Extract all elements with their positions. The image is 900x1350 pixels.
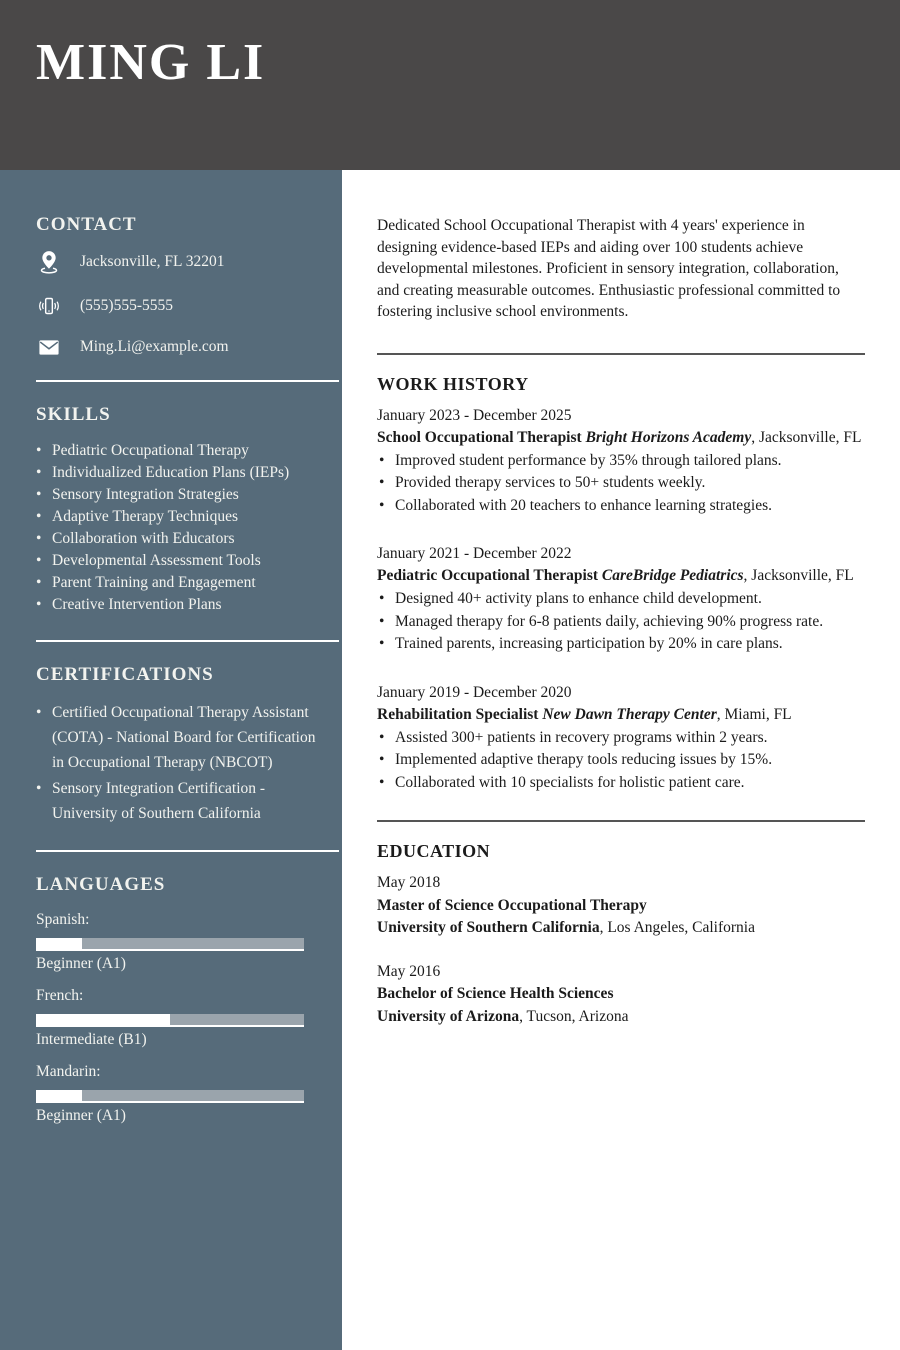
skills-list (36, 440, 316, 616)
education-entry (377, 961, 865, 1029)
education-location: , Los Angeles, California (599, 919, 755, 936)
contact-email-row (38, 338, 312, 356)
language-proficiency-bar (36, 1090, 304, 1103)
job-title: Rehabilitation Specialist (377, 705, 539, 723)
job-title: Pediatric Occupational Therapist (377, 567, 599, 584)
language-level: Beginner (A1) (36, 1107, 126, 1124)
languages-section (0, 874, 342, 1126)
work-history-section (377, 373, 865, 795)
skills-title: SKILLS (36, 404, 111, 425)
job-location: , Jacksonville, FL (751, 428, 862, 446)
education-degree: Master of Science Occupational Therapy (377, 896, 647, 914)
header-band (0, 0, 900, 170)
language-name: Spanish: (36, 911, 90, 928)
language-level: Beginner (A1) (36, 955, 126, 972)
certifications-section (0, 664, 342, 826)
certification-item: • Sensory Integration Certification - University of Southern California (36, 776, 316, 826)
job-location: , Jacksonville, FL (743, 567, 854, 584)
job-heading (377, 427, 865, 449)
skill-item: • Creative Intervention Plans (36, 594, 316, 616)
job-bullet: • Collaborated with 20 teachers to enhance learning strategies. (377, 495, 865, 518)
job-dates: January 2019 - December 2020 (377, 683, 572, 701)
contact-phone-text: (555)555-5555 (80, 297, 173, 314)
job-company: CareBridge Pediatrics (601, 567, 744, 584)
candidate-name: MING LI (36, 34, 266, 91)
language-proficiency-fill (36, 1090, 82, 1101)
contact-title: CONTACT (36, 214, 137, 235)
email-icon (38, 340, 60, 355)
skill-item: • Sensory Integration Strategies (36, 484, 316, 506)
language-name: Mandarin: (36, 1063, 101, 1080)
job-bullet: • Trained parents, increasing participation by 20% in care plans. (377, 633, 865, 656)
job-bullet: • Assisted 300+ patients in recovery programs within 2 years. (377, 727, 865, 750)
skills-section (0, 404, 342, 616)
job-bullet: • Provided therapy services to 50+ students weekly. (377, 472, 865, 495)
contact-location-row (38, 250, 312, 274)
job-dates: January 2023 - December 2025 (377, 406, 572, 424)
education-section (377, 840, 865, 1028)
education-date: May 2018 (377, 874, 441, 891)
languages-title: LANGUAGES (36, 874, 166, 895)
section-divider (377, 353, 865, 355)
language-item (36, 1062, 304, 1126)
education-school: University of Arizona (377, 1007, 520, 1025)
job-entry (377, 543, 865, 656)
education-title: EDUCATION (377, 841, 491, 861)
skill-item: • Pediatric Occupational Therapy (36, 440, 316, 462)
job-heading (377, 704, 865, 726)
language-item (36, 910, 304, 974)
skill-item: • Collaboration with Educators (36, 528, 316, 550)
job-bullets (377, 588, 865, 656)
job-bullet: • Collaborated with 10 specialists for holistic patient care. (377, 772, 865, 795)
certification-item: • Certified Occupational Therapy Assistant (COTA) - National Board for Certification in Occupational Therapy (NBCOT) (36, 700, 316, 775)
contact-email-text: Ming.Li@example.com (80, 338, 229, 355)
education-entry (377, 872, 865, 940)
job-entry (377, 405, 865, 518)
certifications-title: CERTIFICATIONS (36, 664, 214, 685)
work-history-title: WORK HISTORY (377, 373, 529, 394)
language-level: Intermediate (B1) (36, 1031, 147, 1048)
skill-item: • Individualized Education Plans (IEPs) (36, 462, 316, 484)
job-title: School Occupational Therapist (377, 428, 582, 446)
job-entry (377, 682, 865, 795)
education-date: May 2016 (377, 962, 441, 980)
language-proficiency-bar (36, 1014, 304, 1027)
job-company: Bright Horizons Academy (585, 428, 752, 446)
location-icon (38, 250, 60, 274)
skill-item: • Adaptive Therapy Techniques (36, 506, 316, 528)
education-school: University of Southern California (377, 919, 600, 936)
skill-item: • Developmental Assessment Tools (36, 550, 316, 572)
language-item (36, 986, 304, 1050)
certifications-list (36, 700, 316, 826)
sidebar-divider (36, 640, 339, 642)
contact-phone-row (38, 296, 312, 316)
job-bullets (377, 450, 865, 518)
professional-summary: Dedicated School Occupational Therapist with 4 years' experience in designing evidence-based IEPs and aiding over 100 students achieve developmental milestones. Proficient in sensory integration, collaboration, and creating measurable outcomes. Enthusiastic professional committed to fostering inclusive school environments. (377, 217, 841, 320)
main-column (342, 170, 900, 1350)
contact-section (0, 170, 342, 356)
job-bullets (377, 727, 865, 795)
phone-icon (38, 296, 60, 316)
education-school-line (377, 1006, 865, 1029)
sidebar-divider (36, 380, 339, 382)
job-dates: January 2021 - December 2022 (377, 545, 572, 562)
language-proficiency-fill (36, 1014, 170, 1025)
education-school-line (377, 917, 865, 940)
language-proficiency-fill (36, 938, 82, 949)
job-bullet: • Improved student performance by 35% through tailored plans. (377, 450, 865, 473)
sidebar (0, 170, 342, 1350)
job-heading (377, 565, 865, 587)
education-degree: Bachelor of Science Health Sciences (377, 985, 614, 1002)
language-proficiency-bar (36, 938, 304, 951)
contact-location-text: Jacksonville, FL 32201 (80, 253, 225, 270)
job-bullet: • Managed therapy for 6-8 patients daily, achieving 90% progress rate. (377, 611, 865, 634)
job-location: , Miami, FL (716, 705, 792, 723)
job-company: New Dawn Therapy Center (542, 705, 717, 723)
education-location: , Tucson, Arizona (519, 1007, 629, 1025)
sidebar-divider (36, 850, 339, 852)
job-bullet: • Implemented adaptive therapy tools reducing issues by 15%. (377, 749, 865, 772)
skill-item: • Parent Training and Engagement (36, 572, 316, 594)
language-name: French: (36, 987, 84, 1004)
job-bullet: • Designed 40+ activity plans to enhance child development. (377, 588, 865, 611)
section-divider (377, 820, 865, 822)
